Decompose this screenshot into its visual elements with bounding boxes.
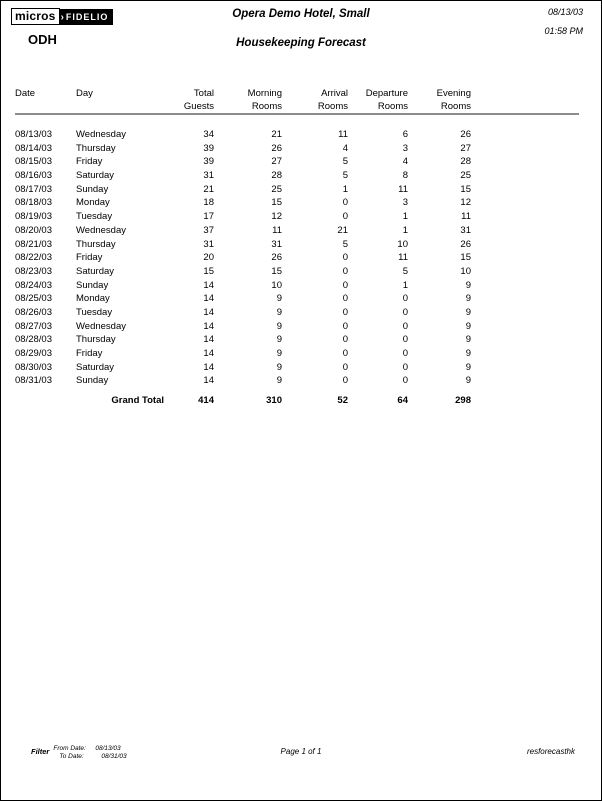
cell-day: Saturday [76, 170, 115, 182]
column-header-total-guests: Total Guests [183, 88, 214, 112]
filter-from-date: From Date: 08/13/03 [53, 745, 121, 752]
cell-evening-rooms: 11 [461, 211, 471, 223]
cell-morning-rooms: 9 [276, 361, 282, 373]
table-row [15, 210, 471, 224]
cell-date: 08/15/03 [15, 156, 52, 168]
cell-date: 08/13/03 [15, 129, 52, 140]
cell-total-guests: 34 [203, 129, 214, 140]
cell-total-guests: 39 [203, 142, 214, 154]
cell-total-guests: 14 [203, 348, 214, 359]
cell-evening-rooms: 28 [460, 156, 471, 168]
hotel-name: Opera Demo Hotel, Small [232, 8, 370, 20]
cell-total-guests: 31 [203, 238, 214, 250]
cell-departure-rooms: 1 [402, 224, 408, 236]
cell-date: 08/31/03 [15, 375, 52, 387]
cell-departure-rooms: 0 [402, 361, 408, 373]
cell-arrival-rooms: 0 [342, 361, 348, 373]
print-time: 01:58 PM [544, 26, 583, 36]
cell-day: Saturday [76, 265, 115, 277]
cell-arrival-rooms: 4 [342, 142, 348, 154]
column-header-morning-rooms: Morning Rooms [247, 88, 282, 112]
cell-morning-rooms: 15 [271, 197, 282, 209]
cell-total-guests: 14 [203, 293, 214, 305]
cell-evening-rooms: 9 [465, 361, 471, 373]
cell-arrival-rooms: 0 [342, 375, 348, 387]
grand-total-label: Grand Total [111, 395, 164, 406]
cell-date: 08/16/03 [15, 170, 52, 182]
grand-total-evening: 298 [455, 395, 471, 406]
cell-arrival-rooms: 11 [338, 129, 348, 140]
cell-morning-rooms: 27 [271, 156, 282, 168]
cell-departure-rooms: 0 [402, 306, 408, 318]
cell-evening-rooms: 9 [465, 348, 471, 359]
cell-evening-rooms: 26 [460, 238, 471, 250]
cell-departure-rooms: 0 [402, 334, 408, 346]
cell-arrival-rooms: 0 [342, 279, 348, 291]
cell-departure-rooms: 4 [402, 156, 408, 168]
cell-date: 08/28/03 [15, 334, 52, 346]
table-header-row [15, 87, 471, 113]
cell-arrival-rooms: 0 [342, 265, 348, 277]
table-row [15, 251, 471, 265]
cell-departure-rooms: 0 [402, 320, 408, 332]
cell-departure-rooms: 5 [402, 265, 408, 277]
cell-date: 08/27/03 [15, 320, 52, 332]
property-code: ODH [28, 32, 57, 47]
cell-day: Thursday [76, 238, 116, 250]
cell-morning-rooms: 10 [271, 279, 282, 291]
cell-date: 08/17/03 [15, 183, 52, 195]
report-file-name: resforecasthk [526, 747, 575, 756]
cell-morning-rooms: 9 [276, 348, 282, 359]
cell-morning-rooms: 21 [271, 129, 282, 140]
cell-total-guests: 14 [203, 375, 214, 387]
cell-total-guests: 37 [203, 224, 214, 236]
cell-morning-rooms: 9 [276, 375, 282, 387]
cell-morning-rooms: 12 [271, 211, 282, 223]
cell-total-guests: 20 [203, 252, 214, 264]
filter-label: Filter [31, 747, 50, 756]
cell-evening-rooms: 9 [465, 279, 471, 291]
cell-evening-rooms: 9 [465, 334, 471, 346]
cell-day: Friday [76, 348, 103, 359]
table-row [15, 238, 471, 252]
cell-evening-rooms: 9 [465, 293, 471, 305]
cell-day: Tuesday [76, 211, 113, 223]
cell-morning-rooms: 11 [272, 224, 282, 236]
table-row [15, 333, 471, 347]
grand-total-arrival: 52 [337, 395, 348, 406]
cell-day: Monday [76, 293, 110, 305]
logo-arrow-icon: › [60, 11, 65, 23]
logo-fidelio-text: FIDELIO [65, 11, 109, 22]
cell-date: 08/19/03 [15, 211, 52, 223]
cell-day: Wednesday [76, 224, 126, 236]
cell-departure-rooms: 0 [402, 293, 408, 305]
cell-morning-rooms: 15 [271, 265, 282, 277]
cell-day: Sunday [76, 279, 109, 291]
cell-evening-rooms: 9 [465, 375, 471, 387]
cell-total-guests: 14 [203, 279, 214, 291]
cell-total-guests: 17 [203, 211, 214, 223]
table-row [15, 224, 471, 238]
cell-evening-rooms: 15 [460, 183, 471, 195]
cell-departure-rooms: 1 [402, 211, 408, 223]
cell-total-guests: 31 [203, 170, 214, 182]
table-row [15, 155, 471, 169]
cell-date: 08/24/03 [15, 279, 52, 291]
table-row [15, 347, 471, 361]
cell-morning-rooms: 26 [271, 252, 282, 264]
cell-day: Friday [76, 156, 103, 168]
table-row [15, 306, 471, 320]
cell-arrival-rooms: 0 [342, 320, 348, 332]
cell-departure-rooms: 11 [398, 183, 408, 195]
cell-day: Wednesday [76, 129, 126, 140]
column-header-day: Day [76, 88, 93, 99]
cell-arrival-rooms: 0 [342, 211, 348, 223]
table-row [15, 292, 471, 306]
header-divider-line [15, 113, 579, 115]
cell-arrival-rooms: 5 [342, 238, 348, 250]
cell-morning-rooms: 9 [276, 306, 282, 318]
cell-evening-rooms: 27 [460, 142, 471, 154]
cell-date: 08/14/03 [15, 142, 52, 154]
table-row [15, 169, 471, 183]
page-count: Page 1 of 1 [280, 747, 322, 756]
cell-departure-rooms: 0 [402, 348, 408, 359]
cell-morning-rooms: 28 [271, 170, 282, 182]
cell-date: 08/26/03 [15, 306, 52, 318]
cell-arrival-rooms: 0 [342, 334, 348, 346]
logo-micros-text: micros [11, 8, 60, 25]
table-row [15, 279, 471, 293]
grand-total-row [15, 394, 471, 408]
print-date: 08/13/03 [547, 7, 583, 17]
cell-date: 08/20/03 [15, 224, 52, 236]
cell-departure-rooms: 3 [402, 142, 408, 154]
grand-total-guests: 414 [198, 395, 214, 406]
cell-day: Saturday [76, 361, 115, 373]
cell-total-guests: 14 [203, 320, 214, 332]
table-row [15, 320, 471, 334]
table-body [15, 128, 471, 388]
cell-day: Sunday [76, 375, 109, 387]
cell-total-guests: 14 [203, 306, 214, 318]
cell-arrival-rooms: 0 [342, 197, 348, 209]
column-header-evening-rooms: Evening Rooms [436, 88, 471, 112]
cell-morning-rooms: 31 [271, 238, 282, 250]
cell-day: Monday [76, 197, 110, 209]
cell-morning-rooms: 9 [276, 334, 282, 346]
cell-total-guests: 39 [203, 156, 214, 168]
table-row [15, 142, 471, 156]
cell-date: 08/22/03 [15, 252, 52, 264]
cell-arrival-rooms: 5 [342, 156, 348, 168]
cell-total-guests: 18 [203, 197, 214, 209]
cell-evening-rooms: 25 [460, 170, 471, 182]
column-header-date: Date [15, 88, 36, 99]
cell-evening-rooms: 31 [460, 224, 471, 236]
cell-day: Tuesday [76, 306, 113, 318]
cell-arrival-rooms: 0 [342, 348, 348, 359]
cell-day: Thursday [76, 142, 116, 154]
grand-total-morning: 310 [266, 395, 282, 406]
cell-date: 08/23/03 [15, 265, 52, 277]
cell-departure-rooms: 10 [397, 238, 408, 250]
cell-day: Friday [76, 252, 103, 264]
cell-evening-rooms: 12 [460, 197, 471, 209]
cell-arrival-rooms: 21 [337, 224, 348, 236]
cell-evening-rooms: 26 [460, 129, 471, 140]
cell-day: Wednesday [76, 320, 126, 332]
report-title: Housekeeping Forecast [236, 37, 366, 49]
cell-evening-rooms: 9 [465, 306, 471, 318]
cell-arrival-rooms: 0 [342, 306, 348, 318]
table-row [15, 183, 471, 197]
cell-morning-rooms: 9 [276, 320, 282, 332]
cell-morning-rooms: 26 [271, 142, 282, 154]
cell-total-guests: 14 [203, 334, 214, 346]
cell-day: Thursday [76, 334, 116, 346]
cell-arrival-rooms: 1 [342, 183, 348, 195]
column-header-arrival-rooms: Arrival Rooms [317, 88, 348, 112]
cell-date: 08/30/03 [15, 361, 52, 373]
cell-departure-rooms: 1 [402, 279, 408, 291]
cell-total-guests: 21 [203, 183, 214, 195]
grand-total-departure: 64 [397, 395, 408, 406]
cell-morning-rooms: 25 [271, 183, 282, 195]
cell-evening-rooms: 9 [465, 320, 471, 332]
cell-arrival-rooms: 5 [342, 170, 348, 182]
cell-arrival-rooms: 0 [342, 293, 348, 305]
cell-morning-rooms: 9 [276, 293, 282, 305]
cell-total-guests: 15 [203, 265, 214, 277]
table-row [15, 128, 471, 142]
cell-evening-rooms: 15 [460, 252, 471, 264]
cell-evening-rooms: 10 [460, 265, 471, 277]
cell-date: 08/29/03 [15, 348, 52, 359]
table-row [15, 361, 471, 375]
cell-arrival-rooms: 0 [342, 252, 348, 264]
cell-departure-rooms: 0 [402, 375, 408, 387]
cell-departure-rooms: 8 [402, 170, 408, 182]
table-row [15, 374, 471, 388]
cell-total-guests: 14 [203, 361, 214, 373]
filter-to-date: To Date: 08/31/03 [59, 753, 127, 760]
cell-departure-rooms: 6 [402, 129, 408, 140]
cell-date: 08/18/03 [15, 197, 52, 209]
cell-departure-rooms: 3 [402, 197, 408, 209]
cell-day: Sunday [76, 183, 109, 195]
cell-departure-rooms: 11 [398, 252, 408, 264]
table-row [15, 265, 471, 279]
cell-date: 08/21/03 [15, 238, 52, 250]
cell-date: 08/25/03 [15, 293, 52, 305]
table-row [15, 196, 471, 210]
column-header-departure-rooms: Departure Rooms [365, 88, 408, 112]
